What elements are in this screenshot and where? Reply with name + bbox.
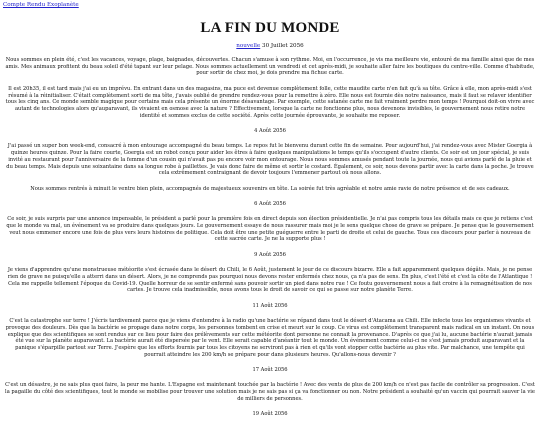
category-link[interactable]: nouvelle xyxy=(236,43,261,49)
entry-text: Il est 20h35, il est tard mais j'ai eu un imprévu. En entrant dans un des magasins, ma puce est devenue complètement folle, cette maudite carte n'en fait qu'à sa tête. Grâce à elle, mon après-midi s'est résumé à la réinitialiser. C'était complètement sorti de ma tête, j'avais oublié de prendre rendez-vous pour la remettre à zéro. Elle nous est fournie dès notre naissance, mais il faut se relaver identifier tous les cinq ans. Ce monde semble magique pour certains mais cela présente un énorme désavantage. Par exemple, cette satanée carte me fait vraiment perdre mon temps ! Pourquoi doit-on vivre avec autant de technologies alors qu'auparavant, ils vivaient en osmose avec la nature ? Effectivement, lorsque la carte ne fonctionne plus, nous devenons invisibles, le gouvernement nous retire notre identité et sommes exclus de cette société. Après cette journée éprouvante, je souhaite me reposer. xyxy=(5,85,535,119)
entry-date: 17 Août 2056 xyxy=(252,367,288,374)
entry-date: 6 Août 2056 xyxy=(254,200,286,207)
entry-text: J'ai passé un super bon week-end, consacré à mon entourage accompagné du beau temps. Le repos fut le bienvenu durant cette fin de semaine. Pour aujourd'hui, j'ai rendez-vous avec Mister Goergia à quinze heures quinze. Pour la faire courte, Goergia est un robot conçu pour aider les êtres à faire quelques manipulations le temps qu'ils s'occupent d'autre clients. Ce soir est un jour spécial, je suis invité au restaurant pour l'anniversaire de la femme d'un cousin qui n'avait pas pu encore voir mon entourage. Nous nous sommes amusés pendant toute la journée, nous qui avions parlé de la pluie et du beau temps. Mais depuis une soixantaine dans sa longue robe à paillettes. Je vais donc faire de même et sortir le costard. Également, ce soir, nous devons partir avec la carte dans la poche. Je trouve cela extrêmement contraignant de devoir toujours l'emmener partout où nous allons. xyxy=(6,143,534,177)
entry-text: Je viens d'apprendre qu'une monstrueuse météorite s'est écrasée dans le désert du Chili, le 6 Août, justement le jour de ce discours bizarre. Elle a fait apparemment quelques dégâts. Mais, je ne pense rien de grave ne puisqu'elle a atterri dans un désert. Alors, je ne comprends pas pourquoi nous devons rester enfermés chez nous, ça n'a pas de sens. En plus, c'est l'été et c'est la côte de l'Atlantique ! Cela me rappelle tellement l'époque du Covid-19. Quelle horreur de se sentir enfermé sans pouvoir sortir un pied dans notre rue ! Ce foutu gouvernement nous a fait croire à la remagnétisation de nos cartes. Je trouve cela inadmissible, nous avons tous le droit de savoir ce qui se passe sur notre planète Terre. xyxy=(7,267,533,294)
entry-date: 4 Août 2056 xyxy=(254,128,286,134)
entry-text: Nous sommes rentrés à minuit le ventre bien plein, accompagnés de majestueux souvenirs en tête. La soirée fut très agréable et notre amie ravie de notre présence et de ses cadeaux. xyxy=(30,185,510,192)
post-meta xyxy=(0,43,540,50)
entry-text: Ce soir, je suis surpris par une annonce impensable, le président a parlé pour la première fois en direct depuis son élection présidentielle. Je n'ai pas compris tous les détails mais ce que je retiens c'est que le monde va mal, un événement va se produire dans quelques jours. Le gouvernement essaye de nous rassurer mais moi je le sens quelque chose de grave se prépare. Je pense que le gouvernement veut nous emmener encore une fois de plus vers leurs histoires de politique. Cela doit être une petite guéguerre entre le parti de droite et celui de gauche. Tous ces discours pour parler à nouveau de cette sacrée carte. Je ne la supporte plus ! xyxy=(6,216,534,243)
entry-text: C'est un désastre, je ne sais plus quoi faire, la peur me hante. L'Espagne est maintenant touchée par la bactérie ! Avec des vents de plus de 200 km/h ce n'est pas facile de contrôler sa progression. C'est la pagaille du côté des scientifiques, tout le monde se mobilise pour trouver une solution mais je ne sais pas si ça va fonctionner ou non. Notre président a souhaité qu'un vaccin qui pourrait sauver la vie de milliers de personnes. xyxy=(5,382,535,402)
entry-date: 11 Août 2056 xyxy=(252,302,288,309)
article-body xyxy=(5,57,535,427)
back-link[interactable]: Compte Rendu Exoplanète xyxy=(3,2,79,8)
page-title: LA FIN DU MONDE xyxy=(200,20,340,36)
post-date: 30 Juillet 2056 xyxy=(262,43,304,49)
entry-text: Nous sommes en plein été, c'est les vacances, voyage, plage, baignades, découvertes. Chacun s'amuse à son rythme. Moi, en l'occurrence, je vis ma meilleure vie, entouré de ma famille ainsi que de mes amis. Mes animaux profitent du beau soleil d'été tapant sur leur pelage. Nous sommes actuellement un vendredi et cet après-midi, je souhaite aller faire les boutiques du centre-ville. Comme d'habitude, pour sortir de chez moi, je dois prendre ma fichue carte. xyxy=(5,57,535,77)
entry-date: 19 Août 2056 xyxy=(252,411,288,418)
back-link-container xyxy=(3,2,79,9)
entry-date: 9 Août 2056 xyxy=(254,251,286,258)
entry-text: C'est la catastrophe sur terre ! J'écris tardivement parce que je viens d'entendre à la radio qu'une bactérie se répand dans tout le désert d'Atacama au Chili. Elle infecte tous les organismes vivants et provoque des douleurs. Dès que la bactérie se propage dans notre corps, les personnes tombent en crise et meurt sur le coup. Ce virus est complètement transparent mais radical en un instant. On nous explique que des scientifiques se sont rendus sur ce lieu pour faire des prélèvements sur cette météorite dont personne ne connait la provenance. D'après ce que j'ai lu, aucune bactérie n'aurait jamais été vue sur la planète auparavant. La bactérie aurait été dispersée par le vent. Elle serait capable d'anéantir tout le monde. Un événement comme celui-ci ne s'est jamais produit auparavant et la panique s'éparpille partout sur Terre. J'espère que les efforts fournis par tous les citoyens ne serviront pas à rien et qu'ils vont stopper cette bactérie au plus vite. Par malchance, une tempête qui pourrait atteindre les 200 km/h se prépare pour dans plusieurs heures. Qu'allons-nous devenir ? xyxy=(5,318,535,358)
